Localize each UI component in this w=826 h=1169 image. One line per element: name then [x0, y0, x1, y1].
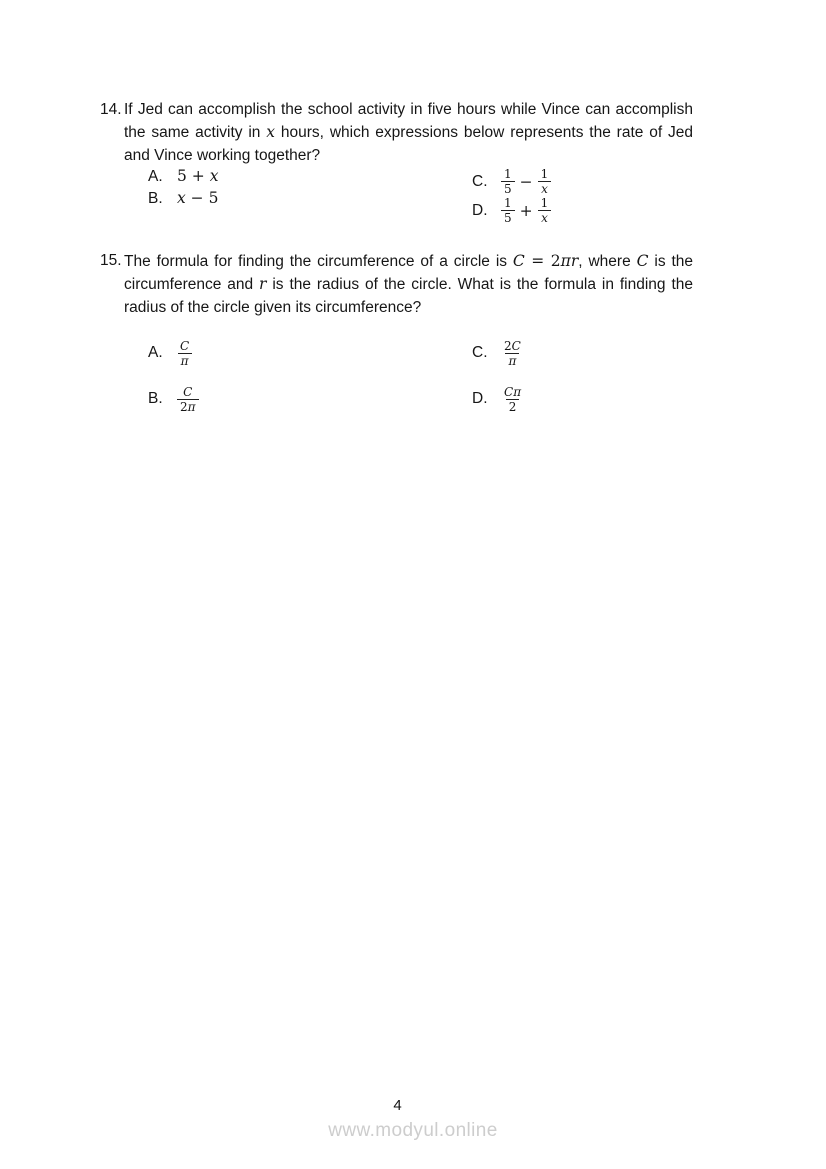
fraction [538, 196, 552, 225]
option-15a-label: A. [148, 344, 163, 361]
option-15c-label: C. [472, 344, 488, 361]
option-14d-label: D. [472, 201, 488, 219]
question-14 [100, 99, 700, 167]
fraction [177, 339, 192, 368]
math-variable-c: C [512, 252, 525, 270]
fraction-denominator: x [541, 182, 548, 196]
math-variable-r: r [259, 275, 267, 294]
question-14-options [148, 167, 695, 225]
fraction-denominator: π [180, 353, 189, 368]
question-14-text [124, 99, 693, 167]
option-15d [472, 384, 695, 414]
question-14-text-segment: If Jed can accomplish the school activity in five hours while Vince can accomplish the same activity in [124, 101, 693, 142]
option-14b-label: B. [148, 190, 163, 208]
page-number: 4 [393, 1097, 402, 1114]
fraction-denominator: 5 [504, 182, 512, 196]
fraction-denominator: x [541, 211, 548, 225]
question-15-text-segment: , where [578, 253, 637, 270]
question-14-options-right-column [472, 167, 695, 225]
fraction-numerator-digit: 2 [504, 338, 512, 353]
fraction-numerator: C [180, 338, 190, 353]
option-15a [148, 338, 472, 368]
question-15-number: 15. [100, 252, 122, 269]
fraction [501, 196, 515, 225]
fraction-numerator: 1 [540, 196, 549, 210]
question-15-options [148, 338, 695, 430]
math-term: 5 + [177, 167, 210, 185]
option-14a [148, 167, 472, 189]
option-15b [148, 384, 472, 414]
math-variable-x: x [209, 167, 219, 185]
math-variable-x: x [266, 123, 276, 142]
question-15 [100, 250, 700, 319]
math-variable-x: x [177, 189, 186, 208]
option-14a-label: A. [148, 168, 163, 185]
fraction-denominator: π [508, 353, 517, 368]
question-15-text [124, 250, 693, 319]
option-15d-label: D. [472, 390, 488, 407]
option-14a-math [177, 167, 218, 186]
option-15c [472, 338, 695, 368]
question-15-text-segment: is the circumference and [124, 253, 694, 294]
fraction-denominator-digit: 2 [180, 399, 188, 414]
fraction-numerator: 1 [504, 167, 512, 181]
option-14c-label: C. [472, 172, 488, 190]
watermark-text: www.modyul.online [328, 1120, 498, 1141]
fraction [501, 385, 524, 414]
fraction [177, 385, 199, 414]
fraction-numerator: C [504, 384, 514, 399]
fraction [501, 167, 515, 196]
option-14b [148, 189, 472, 211]
math-term: − 5 [185, 189, 219, 208]
fraction-numerator: C [183, 384, 193, 399]
option-15d-math [501, 385, 524, 414]
math-term-pi-r: πr [560, 252, 579, 270]
math-term: = 2 [524, 252, 561, 270]
option-14d-math [501, 196, 551, 225]
question-15-options-right-column [472, 338, 695, 430]
fraction [538, 167, 552, 196]
question-14-options-left-column [148, 167, 472, 225]
option-14c-math [501, 167, 551, 196]
fraction-numerator: 1 [540, 167, 549, 181]
fraction-denominator: 5 [504, 211, 512, 225]
fraction [501, 339, 524, 368]
question-14-number: 14. [100, 101, 122, 118]
option-15b-label: B. [148, 390, 163, 407]
math-operator: − [519, 172, 533, 191]
option-15c-math [501, 339, 524, 368]
fraction-numerator-pi: π [513, 384, 522, 399]
math-variable-c: C [636, 252, 649, 270]
option-15b-math [177, 385, 199, 414]
option-14b-math [177, 189, 218, 208]
fraction-denominator: 2 [508, 399, 517, 414]
fraction-denominator: π [187, 399, 196, 414]
question-14-text-segment: hours, which expressions below represents the rate of Jed and Vince working together? [124, 124, 694, 164]
option-15a-math [177, 339, 192, 368]
question-15-text-segment: The formula for finding the circumference of a circle is [124, 253, 513, 270]
math-operator: + [519, 201, 533, 220]
fraction-numerator: C [511, 338, 521, 353]
option-14d [472, 196, 695, 225]
question-15-text-segment: is the radius of the circle. What is the formula in finding the radius of the circle given its circumference? [124, 276, 694, 316]
question-15-options-left-column [148, 338, 472, 430]
fraction-numerator: 1 [504, 196, 512, 210]
option-14c [472, 167, 695, 196]
